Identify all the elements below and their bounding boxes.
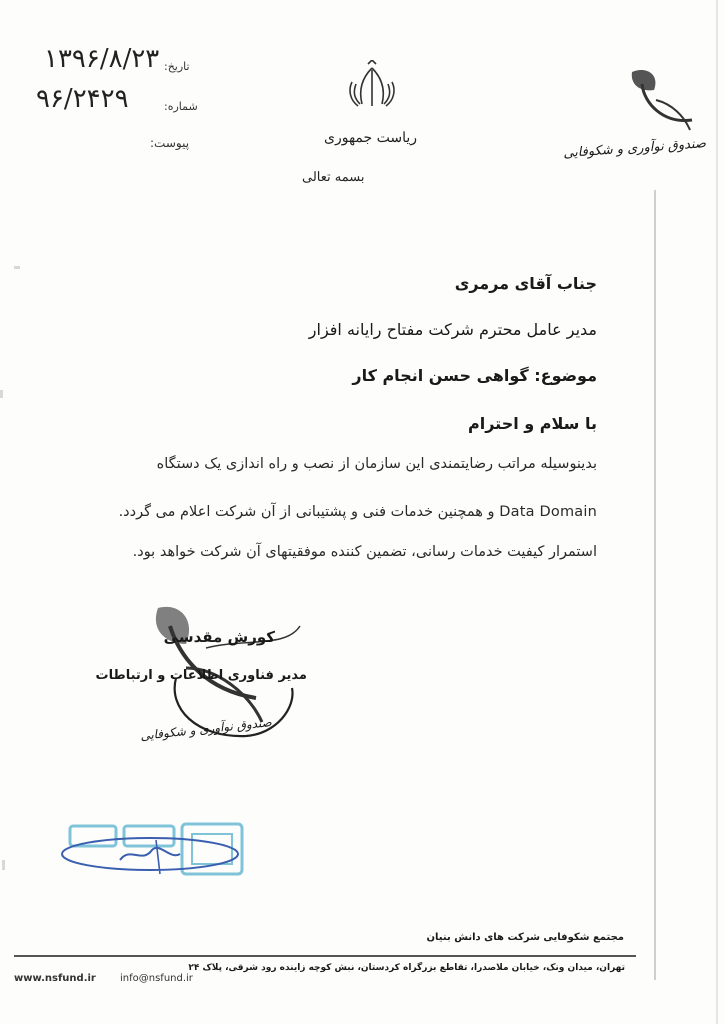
subject-line: موضوع: گواهی حسن انجام کار — [352, 366, 597, 385]
recipient-line: جناب آقای مرمری — [454, 274, 597, 293]
emblem-icon — [340, 60, 404, 120]
footer-rule — [14, 955, 636, 957]
date-label: تاریخ: — [164, 60, 190, 73]
body-line-1: بدینوسیله مراتب رضایتمندی این سازمان از نصب و راه اندازی یک دستگاه — [156, 456, 597, 472]
footer-address: تهران، میدان ونک، خیابان ملاصدرا، تقاطع بزرگراه کردستان، نبش کوچه زاینده رود شرقی، پلاک ۲۴ — [188, 963, 625, 973]
leaf-logo-icon — [612, 64, 708, 144]
presidency-caption: ریاست جمهوری — [324, 130, 418, 146]
number-label: شماره: — [164, 100, 198, 113]
org-logo — [612, 64, 708, 174]
org-logo-text: صندوق نوآوری و شکوفایی — [562, 136, 707, 162]
scan-speck — [0, 390, 3, 398]
signatory-role: مدیر فناوری اطلاعات و ارتباطات — [95, 668, 307, 683]
attachment-label: پیوست: — [150, 136, 190, 150]
recipient-title: مدیر عامل محترم شرکت مفتاح رایانه افزار — [308, 320, 597, 339]
scan-speck — [14, 266, 20, 269]
page-edge — [716, 0, 718, 1024]
handwritten-number: ۹۶/۲۴۲۹ — [36, 84, 129, 114]
scan-speck — [2, 860, 5, 870]
margin-rule — [654, 190, 656, 980]
handwritten-date: ۱۳۹۶/۸/۲۳ — [44, 44, 160, 74]
company-stamp — [60, 820, 260, 890]
signatory-name: کورش مقدسی — [163, 628, 275, 646]
seal-caption: صندوق نوآوری و شکوفایی — [139, 715, 273, 743]
footer-website: www.nsfund.ir — [14, 973, 96, 984]
stamp-icon — [60, 820, 260, 890]
greeting-line: با سلام و احترام — [468, 414, 597, 433]
footer-email: info@nsfund.ir — [120, 973, 193, 984]
invocation-text: بسمه تعالی — [302, 170, 365, 185]
body-line-3: استمرار کیفیت خدمات رسانی، تضمین کننده موفقیتهای آن شرکت خواهد بود. — [132, 544, 597, 560]
body-line-2: Data Domain و همچنین خدمات فنی و پشتیبانی از آن شرکت اعلام می گردد. — [118, 504, 597, 520]
footer-tagline: مجتمع شکوفایی شرکت های دانش بنیان — [426, 932, 624, 943]
state-emblem — [340, 60, 404, 120]
